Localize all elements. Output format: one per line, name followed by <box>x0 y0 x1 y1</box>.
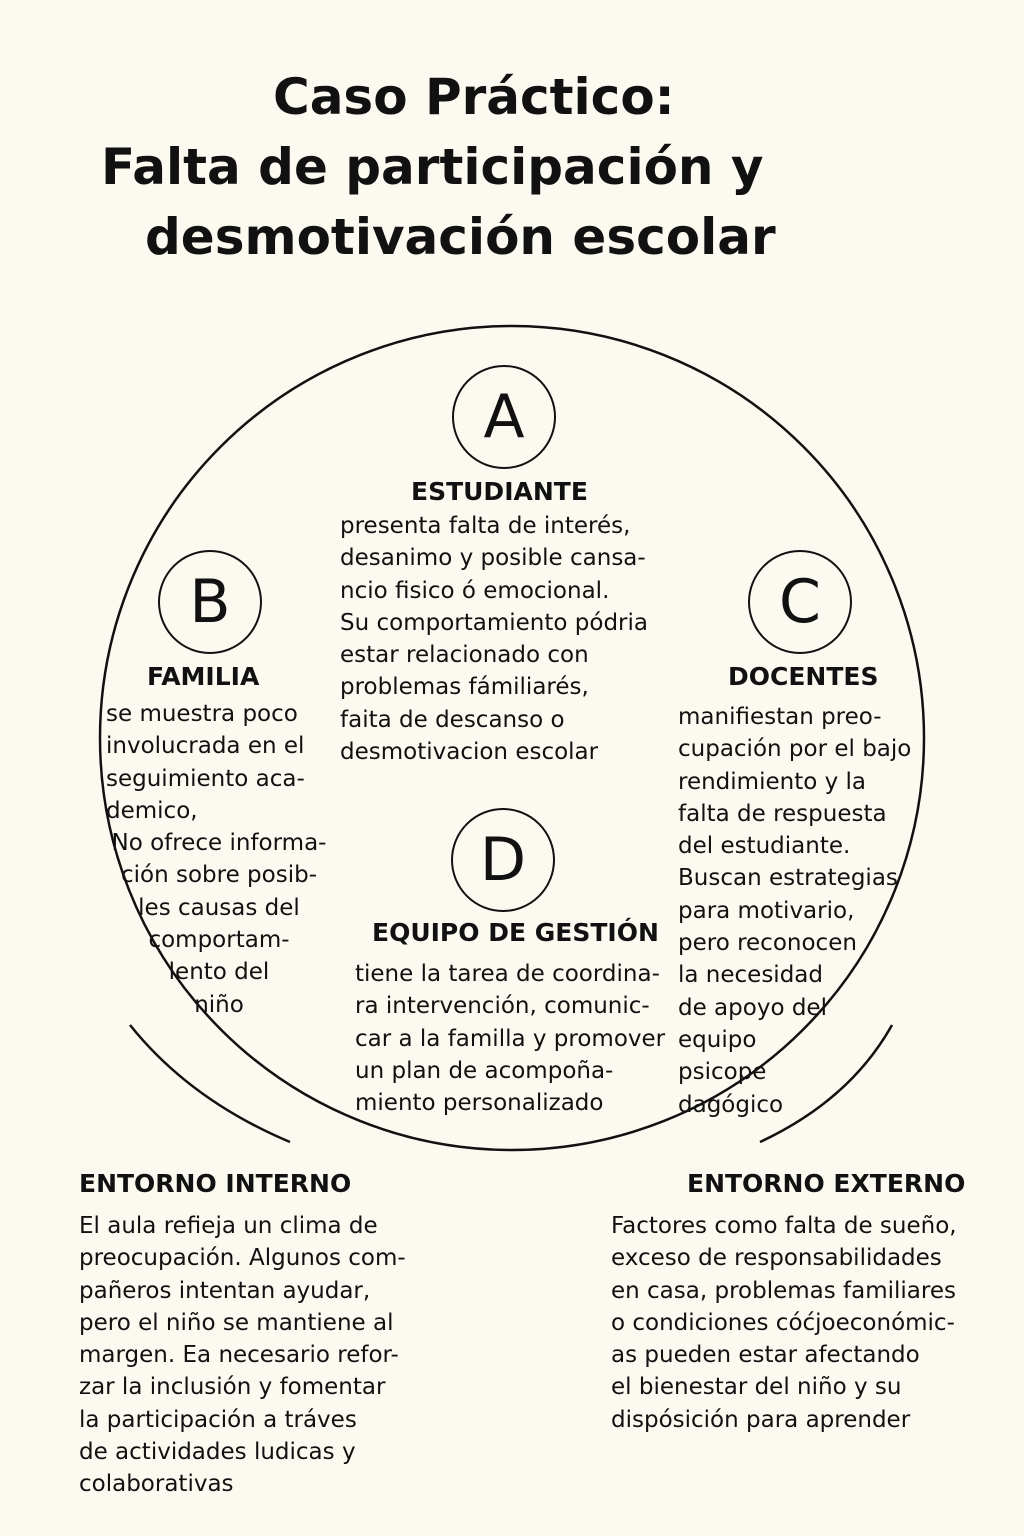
text-line: Buscan estrategias <box>678 865 898 892</box>
heading-familia: FAMILIA <box>147 662 260 691</box>
text-line: miento personalizado <box>355 1090 604 1117</box>
text-line: les causas del <box>138 894 300 921</box>
text-line: dagógico <box>678 1091 784 1118</box>
text-line: car a la familla y promover <box>355 1025 666 1052</box>
text-line: un plan de acompoña- <box>355 1057 614 1084</box>
text-line: presenta falta de interés, <box>340 513 631 539</box>
text-line: dispósición para aprender <box>611 1406 911 1433</box>
text-line: demico, <box>106 797 198 824</box>
text-line: del estudiante. <box>678 833 851 860</box>
text-line: involucrada en el <box>106 733 305 760</box>
text-line: pañeros intentan ayudar, <box>79 1277 371 1304</box>
docentes-text <box>678 701 911 1121</box>
text-line: tiene la tarea de coordina- <box>355 961 660 987</box>
heading-estudiante: ESTUDIANTE <box>411 477 588 506</box>
text-line: falta de respuesta <box>678 800 887 827</box>
text-line: colaborativas <box>79 1471 234 1498</box>
text-line: problemas fámiliarés, <box>340 674 589 701</box>
text-line: cupación por el bajo <box>678 736 912 763</box>
text-line: la participación a tráves <box>79 1406 357 1433</box>
title-line-3: desmotivación escolar <box>145 208 776 266</box>
text-line: desmotivacion escolar <box>340 739 599 766</box>
text-line: de apoyo del <box>678 994 827 1021</box>
text-line: se muestra poco <box>106 701 298 727</box>
text-line: ción sobre posib- <box>120 862 317 889</box>
text-line: seguimiento aca- <box>106 765 305 792</box>
text-line: o condiciones cóćjoeconómic- <box>611 1309 955 1336</box>
text-line: comportam- <box>148 927 290 954</box>
text-line: No ofrece informa- <box>111 830 327 857</box>
entorno-externo-text <box>611 1210 957 1436</box>
text-line: estar relacionado con <box>340 642 589 669</box>
text-line: el bienestar del niño y su <box>611 1374 902 1401</box>
text-line: zar la inclusión y fomentar <box>79 1374 386 1401</box>
text-line: desanimo y posible cansa- <box>340 545 646 572</box>
text-line: de actividades ludicas y <box>79 1439 356 1466</box>
text-line: pero el niño se mantiene al <box>79 1309 394 1336</box>
text-line: rendimiento y la <box>678 768 866 795</box>
text-line: ncio fisico ó emocional. <box>340 577 610 604</box>
text-line: Su comportamiento pódria <box>340 609 648 636</box>
title-line-1: Caso Práctico: <box>273 68 675 126</box>
title-line-2: Falta de participación y <box>101 138 764 196</box>
heading-entorno-externo: ENTORNO EXTERNO <box>687 1169 966 1198</box>
text-line: as pueden estar afectando <box>611 1342 920 1369</box>
letter-b-circle: B <box>158 550 262 654</box>
letter-d-circle: D <box>451 808 555 912</box>
text-line: ra intervención, comunic- <box>355 993 650 1020</box>
familia-text <box>106 698 332 1021</box>
heading-docentes: DOCENTES <box>728 662 879 691</box>
text-line: exceso de responsabilidades <box>611 1245 942 1272</box>
text-line: El aula refieja un clima de <box>79 1213 378 1239</box>
entorno-interno-text <box>79 1210 406 1501</box>
text-line: manifiestan preo- <box>678 704 882 730</box>
text-line: para motivario, <box>678 897 855 924</box>
text-line: lento del <box>168 959 270 986</box>
text-line: pero reconocen <box>678 930 857 957</box>
letter-a-circle: A <box>452 365 556 469</box>
text-line: equipo <box>678 1026 757 1053</box>
equipo-text <box>355 958 665 1119</box>
text-line: psicope <box>678 1059 767 1086</box>
text-line: faita de descanso o <box>340 706 565 733</box>
text-line: preocupación. Algunos com- <box>79 1245 406 1272</box>
letter-c-circle: C <box>748 550 852 654</box>
text-line: Factores como falta de sueño, <box>611 1213 957 1239</box>
heading-entorno-interno: ENTORNO INTERNO <box>79 1169 352 1198</box>
text-line: margen. Ea necesario refor- <box>79 1342 399 1369</box>
heading-equipo-gestion: EQUIPO DE GESTIÓN <box>372 918 659 947</box>
text-line: en casa, problemas familiares <box>611 1277 956 1304</box>
text-line: niño <box>194 991 244 1018</box>
estudiante-text <box>340 510 648 768</box>
text-line: la necesidad <box>678 962 823 989</box>
arc-left <box>130 1025 290 1142</box>
